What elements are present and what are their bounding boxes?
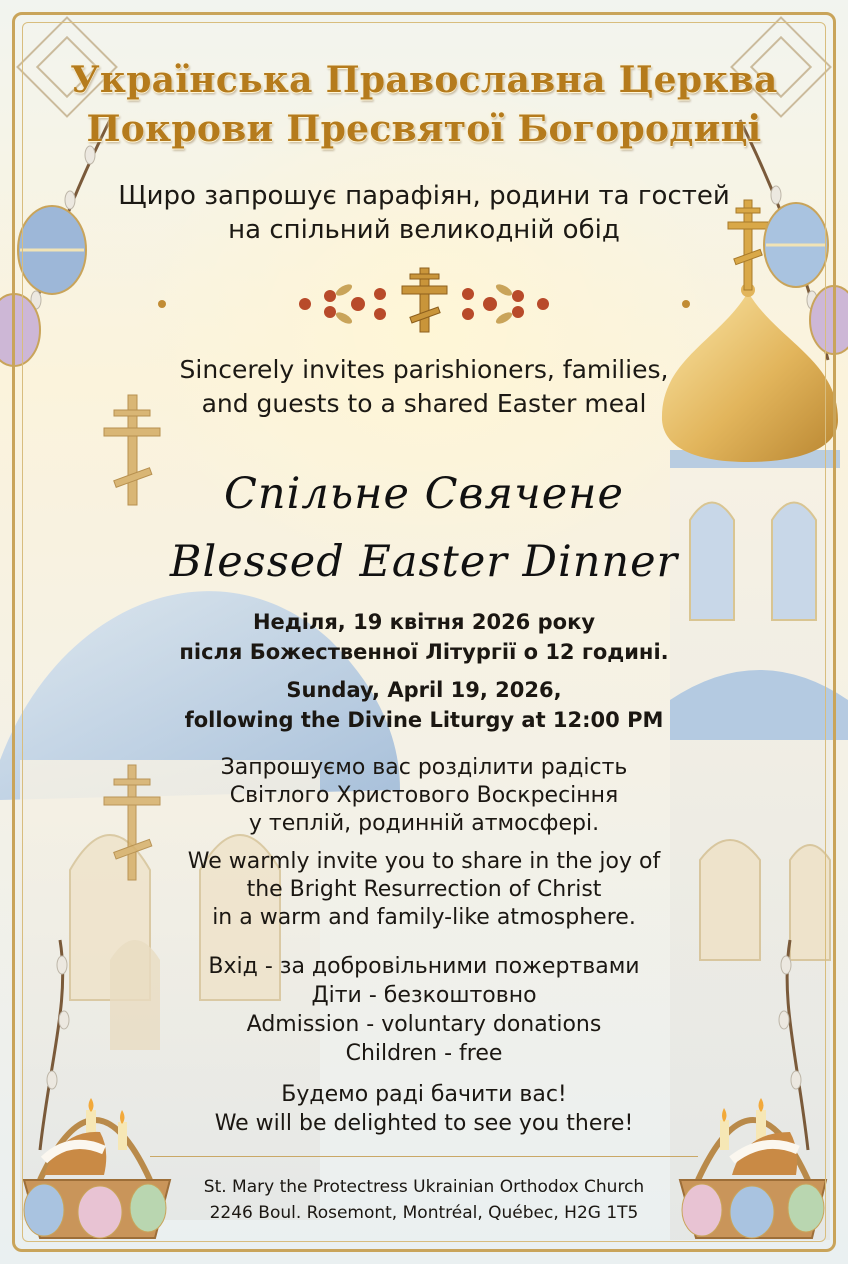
invite-en-line-2: and guests to a shared Easter meal <box>201 389 647 418</box>
date-ua-line-2: після Божественної Літургії о 12 годині. <box>179 640 669 664</box>
message-ua-line-1: Запрошуємо вас розділити радість <box>220 755 628 780</box>
message-ua-line-3: у теплій, родинній атмосфері. <box>248 811 600 836</box>
date-ua-line-1: Неділя, 19 квітня 2026 року <box>252 610 596 634</box>
welcome-ua: Будемо раді бачити вас! <box>281 1082 567 1107</box>
orthodox-cross-icon <box>402 268 447 332</box>
children-ua: Діти - безкоштовно <box>311 983 537 1008</box>
message-ua-line-2: Світлого Христового Воскресіння <box>229 783 619 808</box>
message-en-line-2: the Bright Resurrection of Christ <box>246 877 602 902</box>
church-title-line-2: Покрови Пресвятої Богородиці <box>86 108 762 150</box>
children-en: Children - free <box>345 1041 503 1066</box>
invite-ua-line-1: Щиро запрошує парафіян, родини та гостей <box>118 181 730 211</box>
church-name: St. Mary the Protectress Ukrainian Orthodox Church <box>203 1177 645 1197</box>
headline-ua: Спільне Свячене <box>224 469 624 519</box>
invite-ua-line-2: на спільний великодній обід <box>228 215 620 245</box>
ornament-divider <box>158 268 690 332</box>
church-title-line-1: Українська Православна Церква <box>70 59 778 101</box>
admission-ua: Вхід - за добровільними пожертвами <box>208 954 640 979</box>
message-en-line-3: in a warm and family-like atmosphere. <box>212 905 636 930</box>
footer-divider <box>150 1156 698 1157</box>
date-en-line-1: Sunday, April 19, 2026, <box>286 678 562 702</box>
message-en-line-1: We warmly invite you to share in the joy of <box>187 849 661 874</box>
date-en-line-2: following the Divine Liturgy at 12:00 PM <box>184 708 664 732</box>
invite-en-line-1: Sincerely invites parishioners, families, <box>179 355 669 384</box>
church-address: 2246 Boul. Rosemont, Montréal, Québec, H2G 1T5 <box>209 1203 639 1223</box>
headline-en: Blessed Easter Dinner <box>169 537 679 587</box>
welcome-en: We will be delighted to see you there! <box>214 1111 634 1136</box>
admission-en: Admission - voluntary donations <box>246 1012 602 1037</box>
